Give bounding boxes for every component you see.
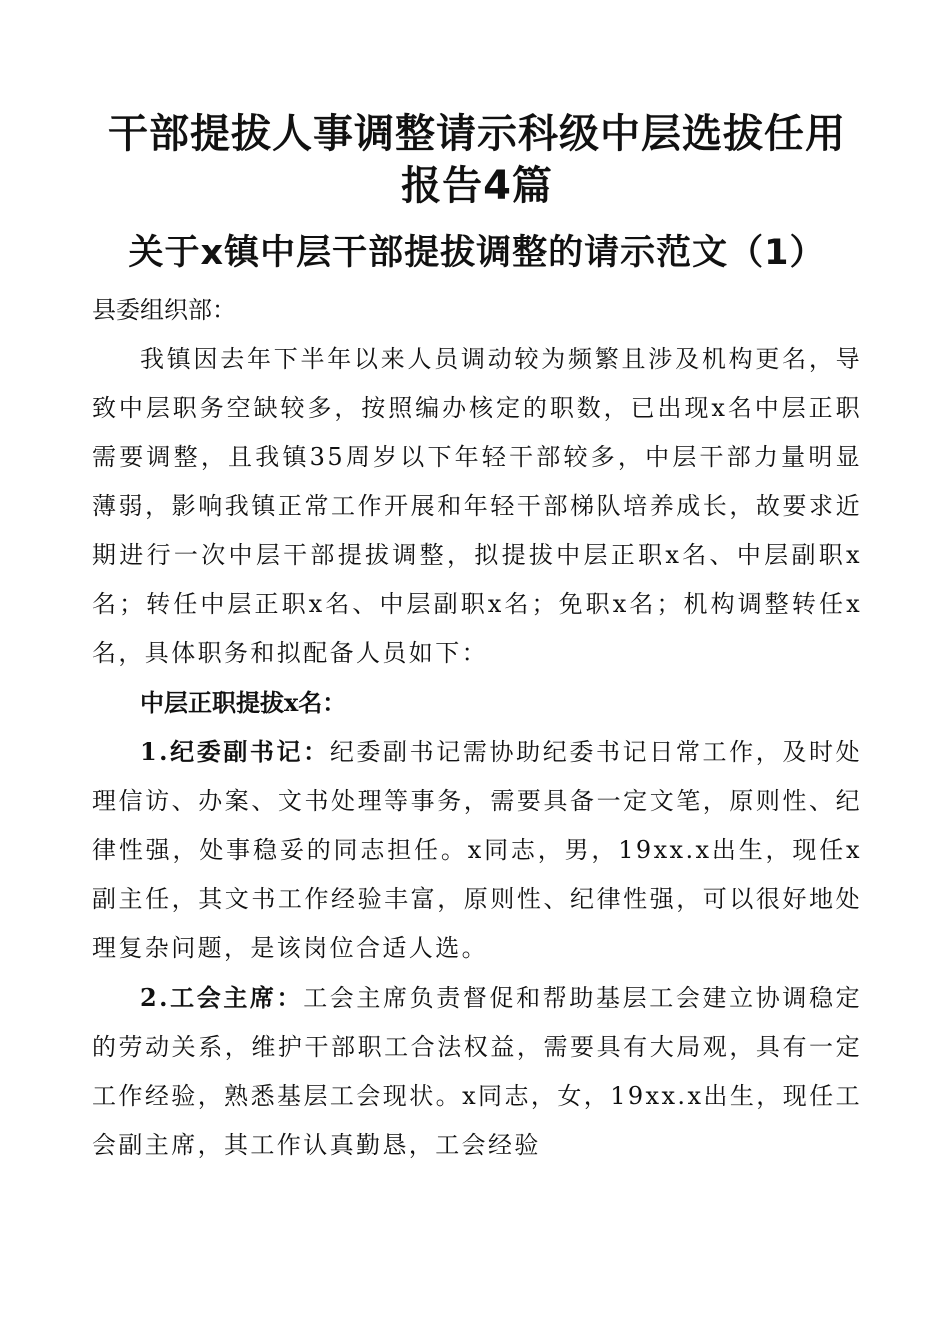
document-subtitle: 关于x镇中层干部提拔调整的请示范文（1） bbox=[128, 233, 826, 273]
item-text: 纪委副书记需协助纪委书记日常工作，及时处理信访、办案、文书处理等事务，需要具备一定文笔，原则性、纪律性强，处事稳妥的同志担任。x同志，男，19xx.x出生，现任x副主任，其文书工作经验丰富，原则性、纪律性强，可以很好地处理复杂问题，是该岗位合适人选。 bbox=[92, 738, 863, 962]
intro-paragraph: 我镇因去年下半年以来人员调动较为频繁且涉及机构更名，导致中层职务空缺较多，按照编办核定的职数，已出现x名中层正职需要调整，且我镇35周岁以下年轻干部较多，中层干部力量明显薄弱，影响我镇正常工作开展和年轻干部梯队培养成长，故要求近期进行一次中层干部提拔调整，拟提拔中层正职x名、中层副职x名；转任中层正职x名、中层副职x名；免职x名；机构调整转任x名，具体职务和拟配备人员如下： bbox=[92, 345, 862, 667]
section-heading: 中层正职提拔x名： bbox=[140, 688, 347, 717]
item-text: 工会主席负责督促和帮助基层工会建立协调稳定的劳动关系，维护干部职工合法权益，需要具有大局观，具有一定工作经验，熟悉基层工会现状。x同志，女，19xx.x出生，现任工会副主席，其工作认真勤恳，工会经验 bbox=[92, 984, 862, 1159]
list-item bbox=[92, 727, 862, 973]
salutation: 县委组织部： bbox=[92, 296, 236, 324]
item-label: 2.工会主席： bbox=[140, 983, 304, 1012]
list-item bbox=[92, 973, 862, 1170]
document-page bbox=[92, 108, 862, 1170]
document-title: 干部提拔人事调整请示科级中层选拔任用报告4篇 bbox=[108, 111, 846, 209]
item-label: 1.纪委副书记： bbox=[140, 737, 330, 766]
